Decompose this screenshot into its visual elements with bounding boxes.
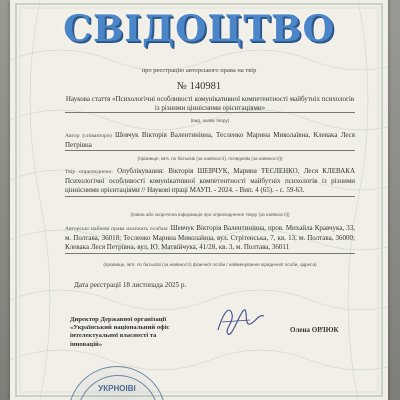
publication: Опублікування: Вікторія ШЕВЧУК, Марина ТЕСЛЕНКО, Леся КЛЕВАКА Психологічні особливості комунікативної компетентності майбутніх психологів із різними ціннісними орієнтаціями // Наукові праці МАУП. - 2024. - Вип. 4 (65). - с. 59-63.: [65, 167, 355, 195]
work-type-label: (вид, назва твору): [190, 118, 230, 123]
registration-date: Дата реєстрації 18 листопада 2025 р.: [74, 281, 187, 289]
publication-label: (повна або скорочена інформація про оприлюднення твору (за наявності)): [130, 212, 290, 217]
authors-prefix: Автор (співавтори): [65, 133, 112, 139]
certificate-title: СВІДОЦТВО: [63, 8, 335, 50]
publication-line: [65, 167, 355, 197]
owners: Шевчук Вікторія Валентинівна, пров. Михайла Кравчука, 33, м. Полтава, 36018; Тесленко Марина Миколаївна, вул. Стрітенська, 7, кв. 13, м. Полтава, 36000; Клевака Леся Петрівна, вул. Ю. Матвійчука, 41/28, кв. 3, м. Полтава, 36011: [65, 224, 356, 252]
signature: [210, 300, 270, 340]
owners-label: (прізвище, ім'я, по батькові (за наявності) фізичної особи / найменування юридичної особи, адреса): [103, 262, 317, 267]
owners-line: [65, 224, 355, 254]
authors-line: [65, 131, 355, 151]
director-name: Олена ОРЛЮК: [290, 326, 339, 334]
owners-prefix: Авторські майнові права належать особам:: [65, 226, 169, 232]
director-title: Директор Державної організації «Український національний офіс інтелектуальної власності та інновацій»: [70, 316, 170, 348]
work-title: Наукова стаття «Психологічні особливості комунікативної компетентності майбутніх психологів із різними ціннісними орієнтаціями»: [65, 95, 355, 112]
certificate-sheet: [10, 0, 388, 400]
authors: Шевчук Вікторія Валентинівна, Тесленко Марина Миколаївна, Клевака Леся Петрівна: [65, 131, 356, 149]
registration-number: № 140981: [176, 81, 222, 92]
authors-label: (прізвище, ім'я, по батькові (за наявності), псевдонім (за наявності)): [137, 156, 283, 161]
guilloche-pattern: [10, 0, 388, 400]
subtitle: про реєстрацію авторського права на твір: [141, 67, 257, 74]
publication-prefix: Твір оприлюднено:: [65, 169, 113, 175]
seal-text: УКРНОІВІ: [98, 384, 136, 393]
